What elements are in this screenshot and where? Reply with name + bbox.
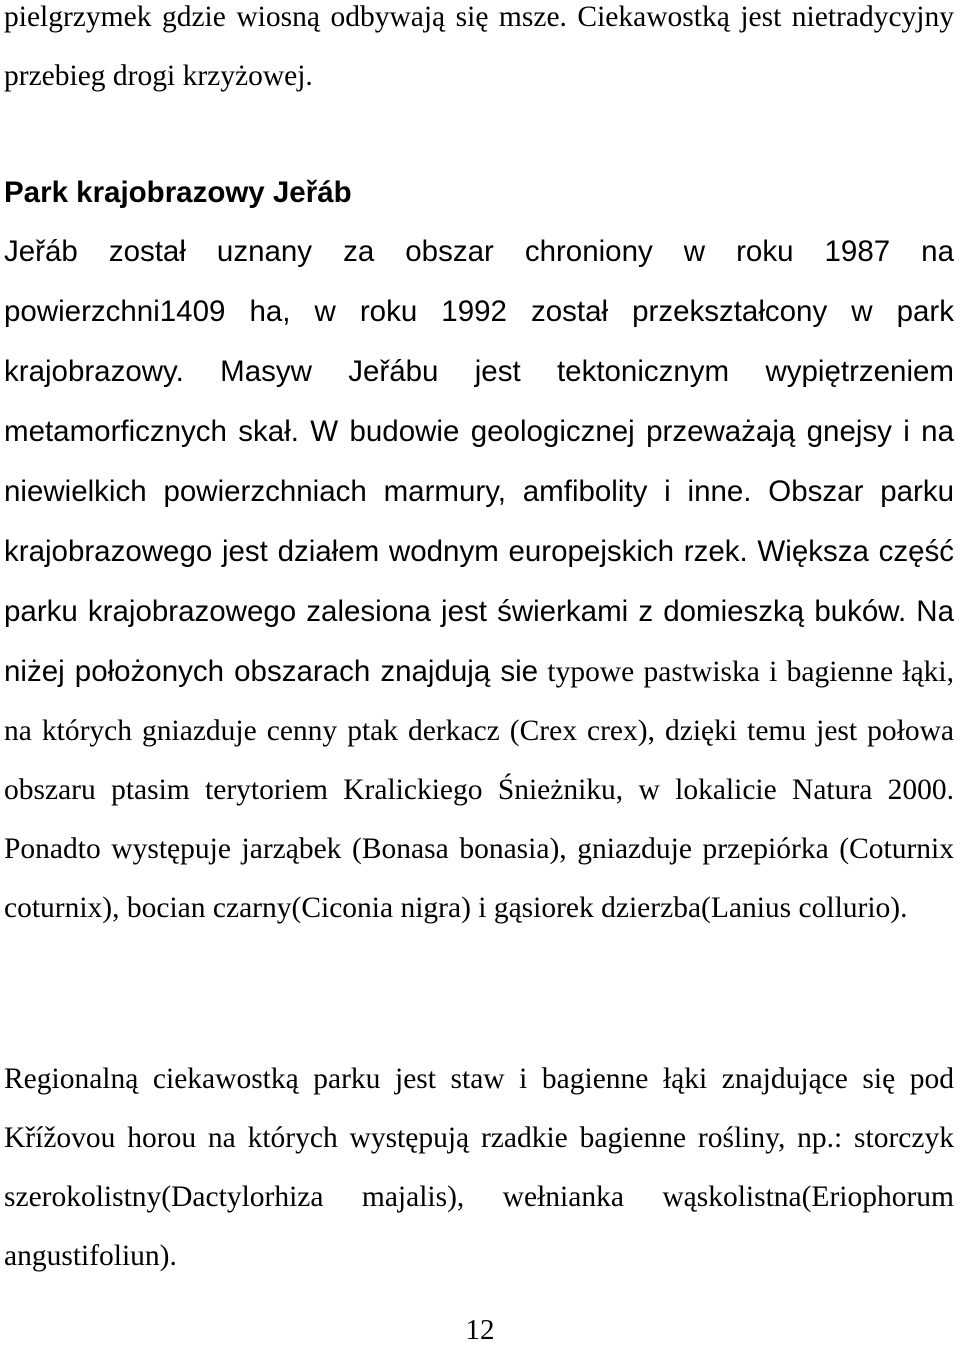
main-paragraph-serif-part: typowe pastwiska i bagienne łąki, na których gniazduje cenny ptak derkacz (Crex crex), dzięki temu jest połowa obszaru ptasim terytoriem Kralickiego Śnieżniku, w lokalicie Natura 2000. Ponadto występuje jarząbek (Bonasa bonasia), gniazduje przepiórka (Coturnix coturnix), bocian czarny(Ciconia nigra) i gąsiorek dzierzba(Lanius collurio). [4, 656, 954, 924]
main-paragraph [4, 222, 954, 938]
regional-paragraph: Regionalną ciekawostką parku jest staw i bagienne łąki znajdujące się pod Křížovou horou na których występują rzadkie bagienne rośliny, np.: storczyk szerokolistny(Dactylorhiza majalis), wełnianka wąskolistna(Eriophorum angustifoliun). [4, 1063, 954, 1272]
main-paragraph-sans-part: Jeřáb został uznany za obszar chroniony w roku 1987 na powierzchni1409 ha, w roku 1992 został przekształcony w park krajobrazowy. Masyw Jeřábu jest tektonicznym wypiętrzeniem metamorficznych skał. W budowie geologicznej przeważają gnejsy i na niewielkich powierzchniach marmury, amfibolity i inne. Obszar parku krajobrazowego jest działem wodnym europejskich rzek. Większa część parku krajobrazowego zalesiona jest świerkami z domieszką buków. Na niżej położonych obszarach znajdują sie [4, 235, 954, 688]
section-heading: Park krajobrazowy Jeřáb [4, 176, 352, 209]
page-number: 12 [465, 1314, 495, 1346]
intro-paragraph: pielgrzymek gdzie wiosną odbywają się msze. Ciekawostką jest nietradycyjny przebieg drogi krzyżowej. [4, 1, 954, 92]
